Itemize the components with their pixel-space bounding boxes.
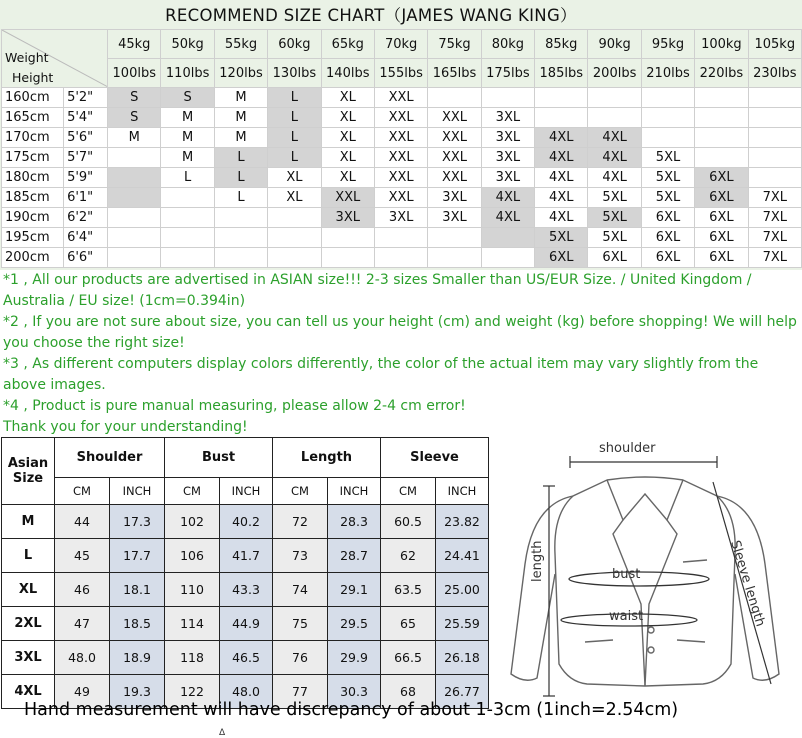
size-cell: XXL (428, 108, 481, 128)
height-ft-cell: 5'4" (64, 108, 108, 128)
size-cell (481, 248, 534, 268)
cm-value-cell: 66.5 (381, 641, 436, 675)
size-cell: 7XL (748, 228, 801, 248)
size-cell: XL (321, 108, 374, 128)
size-cell: L (268, 128, 321, 148)
size-cell: 7XL (748, 208, 801, 228)
size-cell (535, 88, 588, 108)
size-cell (108, 168, 161, 188)
size-cell: L (268, 148, 321, 168)
size-cell: XL (268, 188, 321, 208)
size-cell: 4XL (481, 188, 534, 208)
size-cell (214, 208, 267, 228)
cm-value-cell: 110 (165, 573, 220, 607)
length-text: length (530, 540, 545, 582)
size-cell: 6XL (695, 248, 748, 268)
size-cell: 6XL (535, 248, 588, 268)
size-cell (695, 88, 748, 108)
inch-value-cell: 29.5 (328, 607, 381, 641)
size-cell (748, 108, 801, 128)
cm-value-cell: 74 (273, 573, 328, 607)
inch-value-cell: 48.0 (220, 675, 273, 709)
size-notes (3, 270, 799, 438)
size-cell (161, 228, 214, 248)
size-chart-row (2, 248, 802, 268)
height-ft-cell: 5'7" (64, 148, 108, 168)
cm-value-cell: 102 (165, 505, 220, 539)
size-cell: 4XL (588, 168, 641, 188)
weight-lbs-header: 155lbs (374, 59, 427, 88)
asian-size-cell: 2XL (2, 607, 55, 641)
weight-lbs-header: 230lbs (748, 59, 801, 88)
size-chart-title: RECOMMEND SIZE CHART（JAMES WANG KING） (165, 6, 577, 25)
size-chart-row (2, 148, 802, 168)
size-cell: XL (321, 148, 374, 168)
size-cell: 5XL (588, 188, 641, 208)
measurement-row (2, 607, 489, 641)
size-cell: 6XL (695, 208, 748, 228)
cm-value-cell: 72 (273, 505, 328, 539)
inch-value-cell: 25.00 (436, 573, 489, 607)
size-chart-row (2, 168, 802, 188)
size-cell: 6XL (695, 188, 748, 208)
size-cell: M (161, 148, 214, 168)
weight-kg-header: 70kg (374, 30, 427, 59)
size-cell: XL (268, 168, 321, 188)
size-cell: 6XL (641, 208, 694, 228)
weight-label: Weight (5, 50, 49, 65)
size-cell: S (108, 88, 161, 108)
size-cell (535, 108, 588, 128)
size-cell: 6XL (695, 228, 748, 248)
size-cell: 4XL (481, 208, 534, 228)
inch-value-cell: 44.9 (220, 607, 273, 641)
size-cell (161, 208, 214, 228)
size-cell: 5XL (641, 188, 694, 208)
measurement-row (2, 641, 489, 675)
size-cell: 3XL (428, 188, 481, 208)
inch-value-cell: 18.5 (110, 607, 165, 641)
sleeve-text: Sleeve length (727, 538, 768, 629)
cm-value-cell: 46 (55, 573, 110, 607)
size-cell (268, 228, 321, 248)
height-ft-cell: 5'6" (64, 128, 108, 148)
size-cell: 3XL (321, 208, 374, 228)
inch-value-cell: 17.7 (110, 539, 165, 573)
size-cell (428, 228, 481, 248)
unit-cm-header: CM (273, 478, 328, 505)
size-cell: M (214, 128, 267, 148)
note-thanks: Thank you for your understanding! (3, 419, 248, 435)
size-cell: 4XL (588, 128, 641, 148)
size-cell (321, 228, 374, 248)
size-cell: 7XL (748, 188, 801, 208)
size-cell (588, 88, 641, 108)
sleeve-header: Sleeve (381, 438, 489, 478)
asian-size-cell: 3XL (2, 641, 55, 675)
height-cm-cell: 185cm (2, 188, 64, 208)
cm-value-cell: 45 (55, 539, 110, 573)
inch-value-cell: 25.59 (436, 607, 489, 641)
size-cell (641, 88, 694, 108)
weight-lbs-header: 220lbs (695, 59, 748, 88)
size-cell: XXL (374, 188, 427, 208)
note-2: *2 , If you are not sure about size, you can tell us your height (cm) and weight (kg) before shopping! We will help you choose the right size! (3, 314, 797, 351)
size-cell: XXL (374, 168, 427, 188)
cm-value-cell: 63.5 (381, 573, 436, 607)
size-cell: XL (321, 128, 374, 148)
cm-value-cell: 47 (55, 607, 110, 641)
size-cell: XXL (374, 148, 427, 168)
cm-value-cell: 60.5 (381, 505, 436, 539)
size-cell: M (214, 108, 267, 128)
bust-text: bust (612, 567, 641, 582)
size-cell (268, 248, 321, 268)
size-cell: 6XL (588, 248, 641, 268)
measurement-row (2, 573, 489, 607)
weight-kg-header: 55kg (214, 30, 267, 59)
size-chart-row (2, 128, 802, 148)
inch-value-cell: 41.7 (220, 539, 273, 573)
bust-header: Bust (165, 438, 273, 478)
size-chart-table (1, 29, 802, 268)
small-mark: Δ (219, 728, 226, 738)
size-cell (695, 148, 748, 168)
height-ft-cell: 5'2" (64, 88, 108, 108)
size-cell: 4XL (535, 188, 588, 208)
size-cell: 6XL (695, 168, 748, 188)
height-cm-cell: 200cm (2, 248, 64, 268)
weight-kg-header: 50kg (161, 30, 214, 59)
height-cm-cell: 175cm (2, 148, 64, 168)
size-cell: L (161, 168, 214, 188)
inch-value-cell: 18.9 (110, 641, 165, 675)
size-cell: 5XL (641, 168, 694, 188)
size-cell: 3XL (481, 168, 534, 188)
inch-value-cell: 26.77 (436, 675, 489, 709)
size-cell (161, 248, 214, 268)
inch-value-cell: 28.7 (328, 539, 381, 573)
cm-value-cell: 44 (55, 505, 110, 539)
inch-value-cell: 19.3 (110, 675, 165, 709)
cm-value-cell: 48.0 (55, 641, 110, 675)
size-cell (374, 248, 427, 268)
size-chart-row (2, 208, 802, 228)
height-cm-cell: 180cm (2, 168, 64, 188)
cm-value-cell: 68 (381, 675, 436, 709)
size-cell: 3XL (481, 128, 534, 148)
weight-lbs-header: 175lbs (481, 59, 534, 88)
weight-kg-header: 75kg (428, 30, 481, 59)
height-label: Height (12, 70, 54, 85)
cm-value-cell: 106 (165, 539, 220, 573)
inch-value-cell: 28.3 (328, 505, 381, 539)
size-cell (108, 188, 161, 208)
size-cell: M (161, 108, 214, 128)
size-cell: XXL (374, 108, 427, 128)
footer-note: Hand measurement will have discrepancy of about 1-3cm (1inch=2.54cm) (24, 700, 679, 720)
size-cell (481, 228, 534, 248)
size-cell: L (214, 148, 267, 168)
measurement-table (1, 437, 489, 709)
size-cell (214, 248, 267, 268)
size-cell: S (161, 88, 214, 108)
size-cell: XXL (428, 168, 481, 188)
weight-kg-header: 90kg (588, 30, 641, 59)
unit-cm-header: CM (381, 478, 436, 505)
height-cm-cell: 195cm (2, 228, 64, 248)
size-cell: XXL (374, 128, 427, 148)
asian-size-cell: 4XL (2, 675, 55, 709)
size-cell (108, 228, 161, 248)
cm-value-cell: 75 (273, 607, 328, 641)
size-cell (108, 208, 161, 228)
asian-size-cell: XL (2, 573, 55, 607)
size-cell: 6XL (641, 248, 694, 268)
weight-kg-header: 95kg (641, 30, 694, 59)
inch-value-cell: 29.1 (328, 573, 381, 607)
asian-size-cell: L (2, 539, 55, 573)
size-cell: L (268, 108, 321, 128)
size-cell: 3XL (428, 208, 481, 228)
height-cm-cell: 165cm (2, 108, 64, 128)
size-cell: L (214, 188, 267, 208)
inch-value-cell: 18.1 (110, 573, 165, 607)
size-cell: 4XL (535, 148, 588, 168)
size-cell: M (214, 88, 267, 108)
unit-inch-header: INCH (110, 478, 165, 505)
height-ft-cell: 6'6" (64, 248, 108, 268)
note-4: *4 , Product is pure manual measuring, please allow 2-4 cm error! (3, 398, 466, 414)
asian-size-label: Asian Size (7, 456, 49, 486)
unit-cm-header: CM (55, 478, 110, 505)
weight-lbs-header: 140lbs (321, 59, 374, 88)
size-cell: XXL (321, 188, 374, 208)
size-cell: 3XL (481, 108, 534, 128)
inch-value-cell: 46.5 (220, 641, 273, 675)
inch-value-cell: 24.41 (436, 539, 489, 573)
asian-size-header (2, 438, 55, 505)
size-chart-row (2, 228, 802, 248)
measurement-row (2, 505, 489, 539)
inch-value-cell: 23.82 (436, 505, 489, 539)
size-cell: 5XL (588, 208, 641, 228)
size-cell (108, 248, 161, 268)
cm-value-cell: 62 (381, 539, 436, 573)
jacket-outline (511, 477, 779, 686)
weight-kg-header: 105kg (748, 30, 801, 59)
waist-text: waist (609, 609, 644, 624)
size-cell (374, 228, 427, 248)
size-chart-row (2, 188, 802, 208)
unit-inch-header: INCH (220, 478, 273, 505)
inch-value-cell: 30.3 (328, 675, 381, 709)
weight-kg-header: 85kg (535, 30, 588, 59)
weight-lbs-header: 210lbs (641, 59, 694, 88)
shoulder-header: Shoulder (55, 438, 165, 478)
size-cell: 4XL (535, 208, 588, 228)
size-cell (695, 128, 748, 148)
weight-height-corner (2, 30, 108, 88)
height-ft-cell: 6'4" (64, 228, 108, 248)
measurement-row (2, 539, 489, 573)
unit-cm-header: CM (165, 478, 220, 505)
size-cell (428, 88, 481, 108)
height-cm-cell: 190cm (2, 208, 64, 228)
height-cm-cell: 170cm (2, 128, 64, 148)
cm-value-cell: 65 (381, 607, 436, 641)
height-cm-cell: 160cm (2, 88, 64, 108)
size-chart-panel (0, 0, 802, 270)
inch-value-cell: 40.2 (220, 505, 273, 539)
size-cell: 5XL (535, 228, 588, 248)
jacket-diagram (495, 434, 800, 700)
size-cell: 5XL (641, 148, 694, 168)
weight-lbs-header: 200lbs (588, 59, 641, 88)
shoulder-text: shoulder (599, 441, 656, 456)
weight-kg-header: 60kg (268, 30, 321, 59)
weight-kg-header: 45kg (108, 30, 161, 59)
inch-value-cell: 17.3 (110, 505, 165, 539)
size-cell (268, 208, 321, 228)
size-cell (748, 128, 801, 148)
cm-value-cell: 118 (165, 641, 220, 675)
inch-value-cell: 26.18 (436, 641, 489, 675)
size-cell (161, 188, 214, 208)
size-cell: 6XL (641, 228, 694, 248)
inch-value-cell: 29.9 (328, 641, 381, 675)
size-cell (481, 88, 534, 108)
size-cell (428, 248, 481, 268)
size-cell: 5XL (588, 228, 641, 248)
size-cell: M (108, 128, 161, 148)
size-cell (748, 168, 801, 188)
weight-lbs-header: 185lbs (535, 59, 588, 88)
size-cell (748, 88, 801, 108)
size-cell (641, 128, 694, 148)
cm-value-cell: 114 (165, 607, 220, 641)
note-3: *3 , As different computers display colors differently, the color of the actual item may vary slightly from the above images. (3, 356, 759, 393)
weight-lbs-header: 165lbs (428, 59, 481, 88)
size-cell: 7XL (748, 248, 801, 268)
height-ft-cell: 6'2" (64, 208, 108, 228)
size-cell (641, 108, 694, 128)
size-cell: L (268, 88, 321, 108)
cm-value-cell: 49 (55, 675, 110, 709)
cm-value-cell: 76 (273, 641, 328, 675)
height-ft-cell: 6'1" (64, 188, 108, 208)
unit-inch-header: INCH (436, 478, 489, 505)
size-cell: L (214, 168, 267, 188)
size-cell (108, 148, 161, 168)
cm-value-cell: 77 (273, 675, 328, 709)
size-cell (321, 248, 374, 268)
size-cell: M (161, 128, 214, 148)
size-cell (748, 148, 801, 168)
size-cell: XXL (428, 128, 481, 148)
asian-size-cell: M (2, 505, 55, 539)
weight-kg-header: 80kg (481, 30, 534, 59)
size-cell: XL (321, 88, 374, 108)
weight-kg-header: 100kg (695, 30, 748, 59)
length-header: Length (273, 438, 381, 478)
weight-lbs-header: 130lbs (268, 59, 321, 88)
size-cell: 3XL (481, 148, 534, 168)
size-cell: 3XL (374, 208, 427, 228)
weight-lbs-header: 120lbs (214, 59, 267, 88)
cm-value-cell: 73 (273, 539, 328, 573)
size-cell: XL (321, 168, 374, 188)
size-chart-row (2, 108, 802, 128)
size-cell: 4XL (535, 128, 588, 148)
weight-lbs-header: 100lbs (108, 59, 161, 88)
size-cell: XXL (374, 88, 427, 108)
size-cell: S (108, 108, 161, 128)
weight-kg-header: 65kg (321, 30, 374, 59)
unit-inch-header: INCH (328, 478, 381, 505)
size-cell: XXL (428, 148, 481, 168)
size-cell: 4XL (588, 148, 641, 168)
cm-value-cell: 122 (165, 675, 220, 709)
weight-lbs-header: 110lbs (161, 59, 214, 88)
size-cell (695, 108, 748, 128)
size-chart-row (2, 88, 802, 108)
inch-value-cell: 43.3 (220, 573, 273, 607)
note-1: *1 , All our products are advertised in ASIAN size!!! 2-3 sizes Smaller than US/EUR Size. / United Kingdom / Australia / EU size! (1cm=0.394in) (3, 272, 752, 309)
size-cell (214, 228, 267, 248)
size-cell (588, 108, 641, 128)
height-ft-cell: 5'9" (64, 168, 108, 188)
size-cell: 4XL (535, 168, 588, 188)
